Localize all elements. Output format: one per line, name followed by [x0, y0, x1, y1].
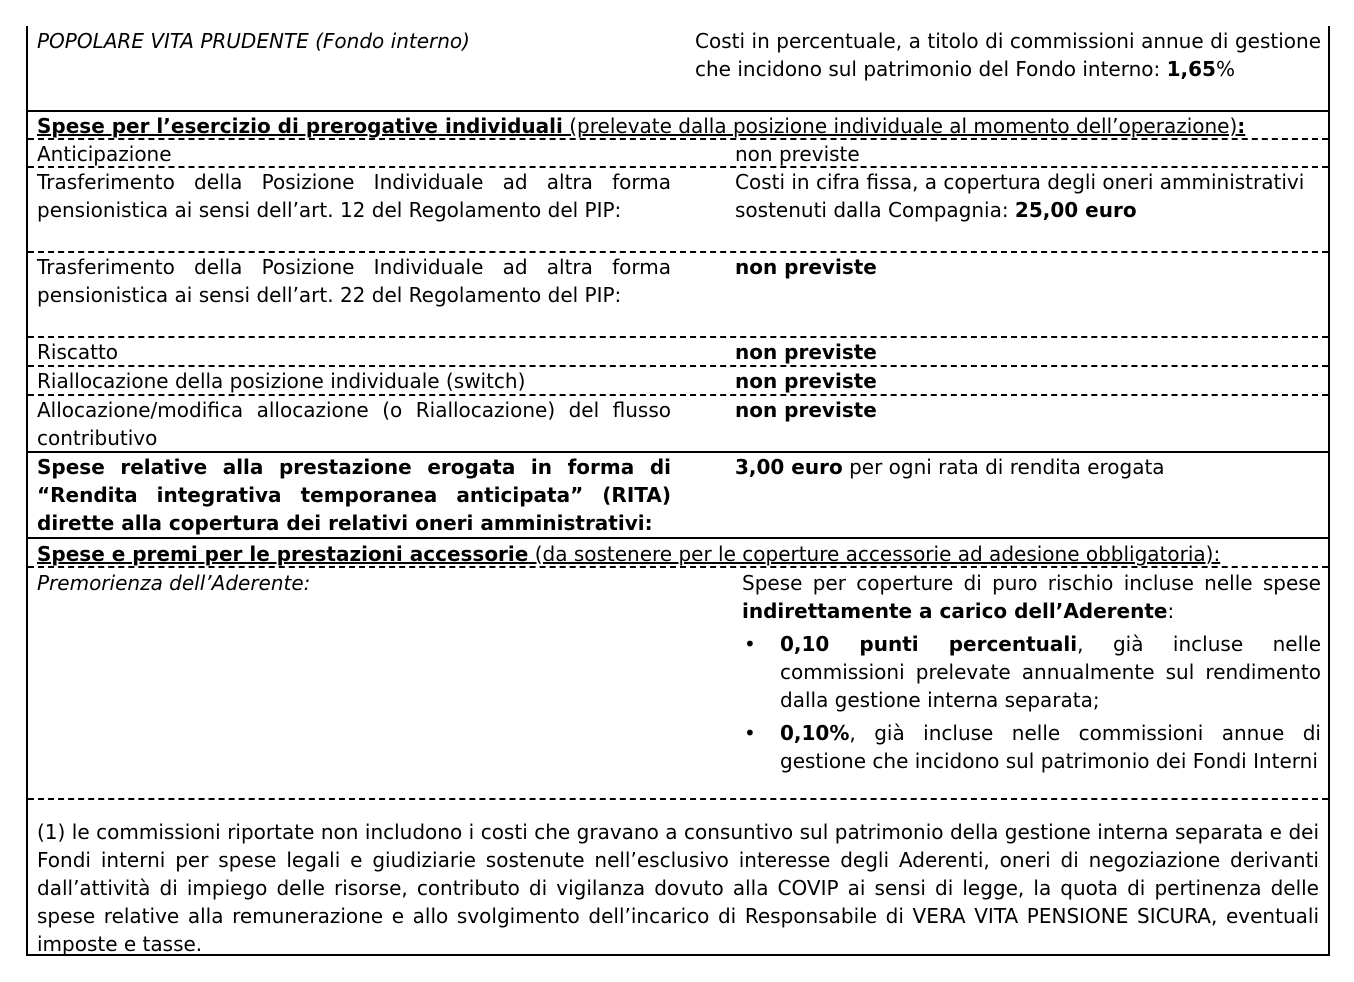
switch-label: Riallocazione della posizione individuale (switch) — [37, 369, 526, 393]
bullet-icon: • — [744, 721, 756, 745]
switch-value: non previste — [735, 369, 877, 393]
footnote: (1) le commissioni riportate non includono i costi che gravano a consuntivo sul patrimonio della gestione interna separata e dei Fondi interni per spese legali e giudiziarie sostenute nell’esclusivo interesse degli Aderenti, oneri di negoziazione derivanti dall’attività di impiego delle risorse, contributo di vigilanza dovuto alla COVIP ai sensi di legge, la quota di pertinenza delle spese relative alla remunerazione e allo svolgimento dell’incarico di Responsabile di VERA VITA PENSIONE SICURA, eventuali imposte e tasse. — [37, 820, 1319, 956]
rita-value: 3,00 euro per ogni rata di rendita erogata — [735, 455, 1165, 479]
premorienza-label: Premorienza dell’Aderente: — [37, 571, 311, 595]
premorienza-bullet-1: • 0,10 punti percentuali, già incluse nelle commissioni prelevate annualmente sul rendimento dalla gestione interna separata; — [744, 632, 1321, 712]
rita-row — [28, 453, 1328, 539]
trasferimento-art22-value: non previste — [735, 255, 877, 279]
premorienza-bullet-2: • 0,10%, già incluse nelle commissioni annue di gestione che incidono sul patrimonio dei Fondi Interni — [744, 721, 1321, 773]
section-accessorie-title: Spese e premi per le prestazioni accessorie (da sostenere per le coperture accessorie ad adesione obbligatoria): — [37, 542, 1221, 566]
fund-cost-text: Costi in percentuale, a titolo di commissioni annue di gestione che incidono sul patrimonio del Fondo interno: — [695, 29, 1321, 81]
trasferimento-art12-label: Trasferimento della Posizione Individuale ad altra forma pensionistica ai sensi dell’art. 12 del Regolamento del PIP: — [37, 170, 671, 222]
costs-table — [26, 26, 1330, 956]
trasferimento-art12-row — [28, 168, 1328, 253]
premorienza-row — [28, 568, 1328, 800]
allocazione-row — [28, 396, 1328, 453]
fund-name: POPOLARE VITA PRUDENTE (Fondo interno) — [37, 29, 470, 53]
fund-cost-unit: % — [1215, 57, 1235, 81]
riscatto-row — [28, 338, 1328, 367]
allocazione-label: Allocazione/modifica allocazione (o Riallocazione) del flusso contributivo — [37, 398, 671, 450]
allocazione-value: non previste — [735, 398, 877, 422]
premorienza-value — [742, 569, 1321, 775]
section-prerogative-title: Spese per l’esercizio di prerogative individuali (prelevate dalla posizione individuale al momento dell’operazione): — [37, 114, 1246, 138]
anticipazione-row — [28, 140, 1328, 168]
anticipazione-value: non previste — [735, 142, 860, 166]
fund-row — [28, 26, 1328, 112]
riscatto-value: non previste — [735, 340, 877, 364]
switch-row — [28, 367, 1328, 396]
section-accessorie-header — [28, 539, 1328, 568]
rita-label: Spese relative alla prestazione erogata in forma di “Rendita integrativa temporanea anticipata” (RITA) dirette alla copertura dei relativi oneri amministrativi: — [37, 455, 671, 535]
bullet-icon: • — [744, 632, 756, 656]
fund-cost — [695, 27, 1321, 83]
riscatto-label: Riscatto — [37, 340, 119, 364]
section-prerogative-header — [28, 112, 1328, 140]
premorienza-intro: Spese per coperture di puro rischio incluse nelle spese indirettamente a carico dell’Aderente: — [742, 571, 1321, 623]
trasferimento-art22-label: Trasferimento della Posizione Individuale ad altra forma pensionistica ai sensi dell’art. 22 del Regolamento del PIP: — [37, 255, 671, 307]
fund-cost-value: 1,65 — [1166, 57, 1216, 81]
anticipazione-label: Anticipazione — [37, 142, 172, 166]
trasferimento-art22-row — [28, 253, 1328, 338]
trasferimento-art12-value: Costi in cifra fissa, a copertura degli oneri amministrativi sostenuti dalla Compagnia: 25,00 euro — [735, 170, 1305, 222]
